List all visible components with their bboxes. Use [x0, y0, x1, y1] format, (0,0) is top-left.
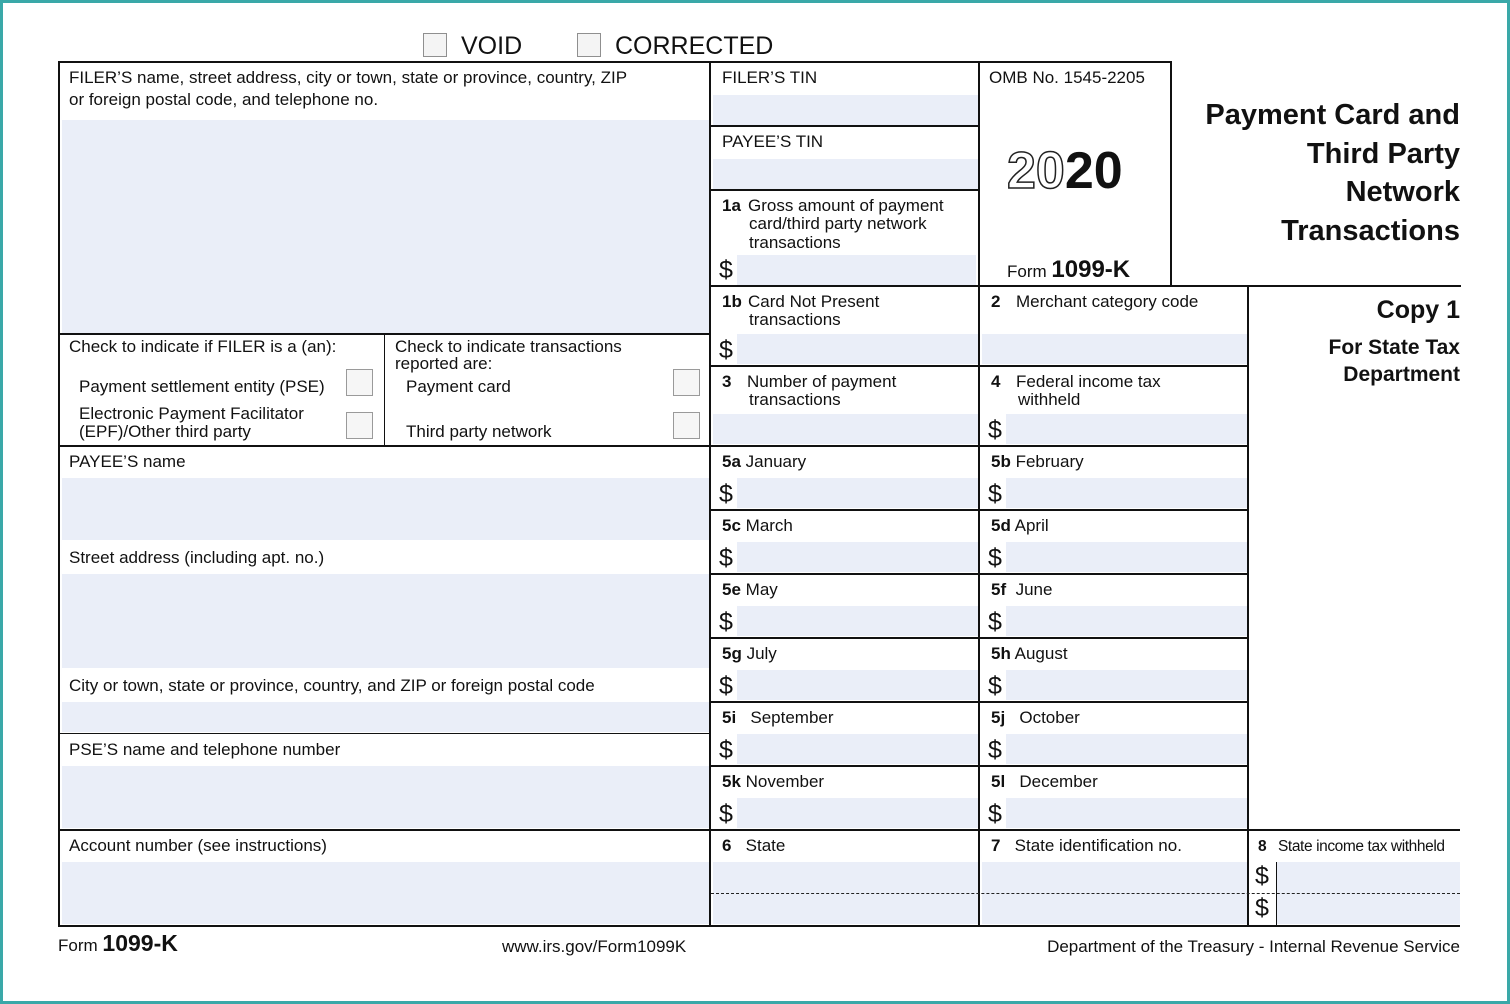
omb-number: OMB No. 1545-2205 — [989, 68, 1145, 87]
box-5c-month: March — [745, 516, 793, 535]
rule — [58, 829, 1460, 831]
street-address-field[interactable] — [62, 574, 709, 668]
rule — [709, 445, 1249, 447]
dashed-rule — [711, 893, 1460, 894]
pse-name-field[interactable] — [62, 766, 709, 828]
dollar-sign: $ — [719, 608, 733, 636]
box-5l-field[interactable] — [1006, 798, 1247, 828]
rule — [709, 285, 1461, 287]
rule — [709, 189, 980, 191]
footer-form-id — [58, 930, 178, 959]
irs-url[interactable]: www.irs.gov/Form1099K — [502, 937, 687, 956]
street-address-label: Street address (including apt. no.) — [69, 548, 325, 567]
dollar-sign: $ — [719, 736, 733, 764]
void-checkbox[interactable] — [423, 33, 447, 57]
payee-tin-field[interactable] — [713, 159, 978, 189]
box-2-number: 2 — [991, 292, 1001, 311]
box-7-number: 7 — [991, 836, 1001, 855]
tax-year — [1007, 143, 1123, 199]
box-5l-number: 5l — [991, 772, 1006, 791]
box-5f-field[interactable] — [1006, 606, 1247, 636]
box-1b-field[interactable] — [737, 334, 978, 364]
box-5f-number: 5f — [991, 580, 1007, 599]
box-7-label — [991, 837, 1182, 855]
rule — [709, 701, 1249, 703]
corrected-label: CORRECTED — [615, 32, 774, 60]
box-3-label: Number of payment — [747, 372, 897, 391]
box-5b-number: 5b — [991, 452, 1011, 471]
box-5i-label — [722, 709, 834, 727]
box-5b-label — [991, 453, 1084, 471]
dollar-sign: $ — [988, 416, 1002, 444]
box-5c-label — [722, 517, 793, 535]
form-title-line3: Network — [1345, 176, 1460, 208]
box-5b-field[interactable] — [1006, 478, 1247, 508]
box-5i-field[interactable] — [737, 734, 978, 764]
box-1a-label-2: card/third party network — [749, 214, 927, 233]
box-5a-number: 5a — [722, 452, 741, 471]
box-5d-label — [991, 517, 1049, 535]
third-party-checkbox[interactable] — [673, 412, 700, 439]
dollar-sign: $ — [719, 800, 733, 828]
rule — [709, 125, 980, 127]
rule — [384, 334, 385, 446]
payment-card-checkbox[interactable] — [673, 369, 700, 396]
epf-label-2: (EPF)/Other third party — [79, 422, 251, 441]
box-6-label — [722, 837, 785, 855]
box-8-text: State income tax withheld — [1277, 838, 1445, 855]
rule — [709, 765, 1249, 767]
box-2-field[interactable] — [982, 334, 1247, 364]
form-number: 1099-K — [1051, 256, 1131, 283]
box-8-label — [1258, 838, 1445, 856]
box-4-label: Federal income tax — [1016, 372, 1161, 391]
copy-desc-line2: Department — [1343, 363, 1460, 386]
box-5f-month: June — [1015, 580, 1053, 599]
box-5k-label — [722, 773, 824, 791]
form-title — [1176, 96, 1460, 250]
box-5f-label — [991, 581, 1052, 599]
box-5g-label — [722, 645, 777, 663]
box-5g-month: July — [746, 644, 777, 663]
box-1b-label: Card Not Present — [748, 292, 880, 311]
rule — [58, 61, 1172, 63]
department-label: Department of the Treasury - Internal Revenue Service — [1047, 937, 1460, 956]
box-5a-field[interactable] — [737, 478, 978, 508]
form-title-line4: Transactions — [1281, 214, 1460, 247]
form-title-line1: Payment Card and — [1205, 99, 1460, 131]
box-5d-field[interactable] — [1006, 542, 1247, 572]
tax-year-outline: 20 — [1007, 142, 1065, 200]
box-5a-month: January — [745, 452, 807, 471]
box-1b-number: 1b — [722, 292, 742, 311]
rule — [58, 61, 60, 927]
dollar-sign: $ — [988, 672, 1002, 700]
box-5d-month: April — [1014, 516, 1049, 535]
rule — [58, 925, 1460, 927]
payee-tin-label: PAYEE’S TIN — [722, 132, 824, 151]
dollar-sign: $ — [719, 544, 733, 572]
box-5h-month: August — [1014, 644, 1068, 663]
box-5k-field[interactable] — [737, 798, 978, 828]
filer-name-label-2: or foreign postal code, and telephone no. — [69, 90, 379, 109]
dollar-sign: $ — [988, 736, 1002, 764]
rule — [58, 445, 710, 447]
pse-name-label: PSE’S name and telephone number — [69, 740, 341, 759]
box-3-field[interactable] — [713, 414, 978, 444]
copy-desc-line1: For State Tax — [1328, 336, 1460, 359]
check-transactions-label: Check to indicate transactions — [395, 337, 622, 356]
dollar-sign: $ — [719, 672, 733, 700]
box-5h-label — [991, 645, 1068, 663]
payment-card-label: Payment card — [406, 377, 511, 396]
box-5j-number: 5j — [991, 708, 1006, 727]
filer-tin-label: FILER’S TIN — [722, 68, 818, 87]
box-3-number: 3 — [722, 372, 732, 391]
epf-checkbox[interactable] — [346, 412, 373, 439]
dollar-sign: $ — [988, 800, 1002, 828]
rule — [58, 333, 710, 335]
copy-label: Copy 1 — [1376, 296, 1460, 324]
rule — [58, 733, 710, 734]
corrected-checkbox[interactable] — [577, 33, 601, 57]
box-5j-field[interactable] — [1006, 734, 1247, 764]
box-4-field[interactable] — [1006, 414, 1247, 444]
box-4-label-2: withheld — [1018, 390, 1081, 409]
box-5c-number: 5c — [722, 516, 741, 535]
box-5h-field[interactable] — [1006, 670, 1247, 700]
payee-name-label: PAYEE’S name — [69, 452, 186, 471]
rule — [709, 573, 1249, 575]
filer-name-field[interactable] — [62, 120, 709, 333]
box-3-label-2: transactions — [749, 390, 841, 409]
box-6-text: State — [745, 836, 786, 855]
account-number-field[interactable] — [62, 862, 709, 924]
footer-form-number: 1099-K — [102, 930, 178, 956]
box-1b-label-2: transactions — [749, 310, 841, 329]
box-5d-number: 5d — [991, 516, 1011, 535]
box-5k-month: November — [745, 772, 825, 791]
city-field[interactable] — [62, 702, 709, 732]
box-5h-number: 5h — [991, 644, 1011, 663]
rule — [1170, 61, 1172, 285]
box-4-number: 4 — [991, 372, 1001, 391]
box-5e-number: 5e — [722, 580, 741, 599]
box-5a-label — [722, 453, 806, 471]
box-1a-label-3: transactions — [749, 233, 841, 252]
box-8-number: 8 — [1258, 838, 1267, 855]
box-5e-field[interactable] — [737, 606, 978, 636]
dollar-sign: $ — [719, 336, 733, 364]
dollar-sign: $ — [988, 608, 1002, 636]
box-5i-month: September — [750, 708, 834, 727]
third-party-label: Third party network — [406, 422, 552, 441]
copy-description — [1256, 334, 1460, 388]
dollar-sign: $ — [1255, 862, 1269, 890]
check-transactions-label-2: reported are: — [395, 354, 493, 373]
pse-checkbox[interactable] — [346, 369, 373, 396]
box-5j-month: October — [1019, 708, 1080, 727]
box-5g-field[interactable] — [737, 670, 978, 700]
box-5b-month: February — [1015, 452, 1084, 471]
rule — [1276, 862, 1277, 925]
box-5g-number: 5g — [722, 644, 742, 663]
pse-label: Payment settlement entity (PSE) — [79, 377, 325, 396]
rule — [709, 509, 1249, 511]
box-1a-number: 1a — [722, 196, 741, 215]
dollar-sign: $ — [719, 480, 733, 508]
city-label: City or town, state or province, country, and ZIP or foreign postal code — [69, 676, 595, 695]
box-5e-label — [722, 581, 778, 599]
form-id-header — [1007, 257, 1130, 285]
box-5e-month: May — [745, 580, 778, 599]
form-word: Form — [1007, 262, 1047, 281]
box-5k-number: 5k — [722, 772, 741, 791]
box-2-label: Merchant category code — [1016, 292, 1199, 311]
box-5c-field[interactable] — [737, 542, 978, 572]
void-label: VOID — [461, 32, 523, 60]
dollar-sign: $ — [988, 544, 1002, 572]
dollar-sign: $ — [719, 256, 733, 284]
box-5i-number: 5i — [722, 708, 737, 727]
box-1a-label: Gross amount of payment — [748, 196, 944, 215]
box-5l-month: December — [1019, 772, 1098, 791]
tax-year-bold: 20 — [1064, 142, 1123, 200]
filer-name-label: FILER’S name, street address, city or town, state or province, country, ZIP — [69, 68, 628, 87]
account-number-label: Account number (see instructions) — [69, 836, 327, 855]
rule — [709, 637, 1249, 639]
rule — [709, 365, 1249, 367]
box-1a-field[interactable] — [737, 255, 976, 285]
box-6-number: 6 — [722, 836, 732, 855]
footer-form-word: Form — [58, 936, 98, 955]
dollar-sign: $ — [1255, 894, 1269, 922]
box-5j-label — [991, 709, 1080, 727]
box-7-text: State identification no. — [1014, 836, 1182, 855]
filer-tin-field[interactable] — [713, 95, 978, 125]
check-filer-label: Check to indicate if FILER is a (an): — [69, 337, 337, 356]
payee-name-field[interactable] — [62, 478, 709, 540]
dollar-sign: $ — [988, 480, 1002, 508]
epf-label: Electronic Payment Facilitator — [79, 404, 304, 423]
box-5l-label — [991, 773, 1098, 791]
form-title-line2: Third Party — [1306, 137, 1460, 170]
